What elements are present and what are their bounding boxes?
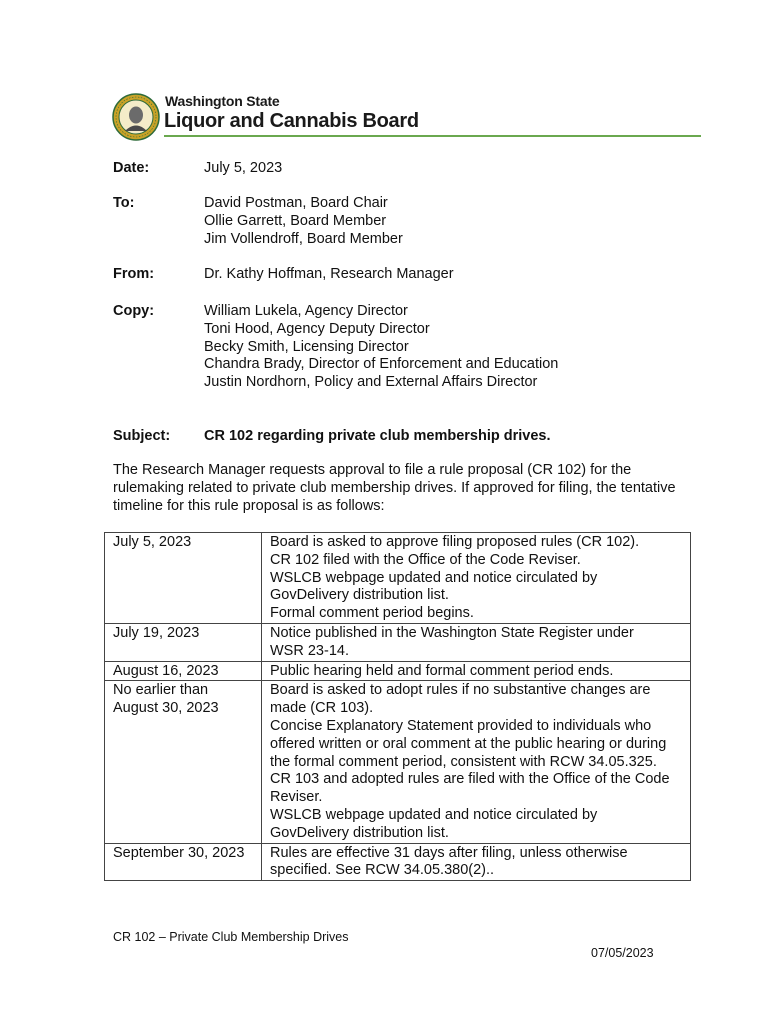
timeline-detail-line: Public hearing held and formal comment period ends.: [270, 662, 614, 679]
timeline-detail-line: Rules are effective 31 days after filing, unless otherwise: [270, 844, 628, 861]
timeline-detail-line: WSLCB webpage updated and notice circulated by: [270, 806, 598, 823]
timeline-detail-line: GovDelivery distribution list.: [270, 824, 449, 841]
timeline-row: [105, 661, 691, 681]
timeline-date: July 19, 2023: [113, 624, 200, 641]
timeline-detail-line: made (CR 103).: [270, 700, 374, 717]
timeline-details-cell: [262, 533, 691, 624]
to-recipients: [204, 195, 403, 248]
org-name-line2: Liquor and Cannabis Board: [164, 110, 419, 132]
recipient: Ollie Garrett, Board Member: [204, 212, 387, 229]
subject-label: Subject:: [113, 428, 171, 444]
state-seal-logo: [112, 93, 160, 141]
intro-line: rulemaking related to private club membership drives. If approved for filing, the tentative: [113, 480, 676, 496]
timeline-details-cell: [262, 843, 691, 881]
letterhead-divider: [164, 135, 701, 137]
timeline-detail-line: Board is asked to adopt rules if no substantive changes are: [270, 682, 651, 699]
timeline-detail-line: offered written or oral comment at the public hearing or during: [270, 735, 667, 752]
copy-recipient: Chandra Brady, Director of Enforcement and Education: [204, 356, 559, 373]
timeline-detail-line: WSLCB webpage updated and notice circulated by: [270, 569, 598, 586]
timeline-detail-line: Formal comment period begins.: [270, 605, 474, 622]
timeline-date-cell: [105, 843, 262, 881]
timeline-row: [105, 623, 691, 661]
timeline-details-cell: [262, 623, 691, 661]
recipient: David Postman, Board Chair: [204, 195, 388, 211]
to-label: To:: [113, 195, 135, 211]
subject-value: CR 102 regarding private club membership drives.: [204, 428, 551, 444]
timeline-detail-line: Notice published in the Washington State Register under: [270, 624, 634, 641]
timeline-detail-line: the formal comment period, consistent with RCW 34.05.325.: [270, 753, 657, 770]
intro-line: timeline for this rule proposal is as follows:: [113, 498, 385, 514]
intro-paragraph: [113, 461, 713, 515]
timeline-date: August 16, 2023: [113, 662, 219, 679]
footer-date: 07/05/2023: [591, 946, 654, 960]
timeline-detail-line: GovDelivery distribution list.: [270, 587, 449, 604]
copy-recipients: [204, 303, 558, 392]
timeline-detail-line: Board is asked to approve filing proposed rules (CR 102).: [270, 534, 640, 550]
from-value: Dr. Kathy Hoffman, Research Manager: [204, 266, 454, 282]
timeline-details-cell: [262, 681, 691, 843]
timeline-detail-line: CR 103 and adopted rules are filed with the Office of the Code: [270, 771, 670, 788]
timeline-row: [105, 843, 691, 881]
timeline-table: [104, 532, 691, 881]
timeline-date-cell: [105, 681, 262, 843]
timeline-detail-line: CR 102 filed with the Office of the Code Reviser.: [270, 551, 581, 568]
timeline-details-cell: [262, 661, 691, 681]
recipient: Jim Vollendroff, Board Member: [204, 230, 403, 247]
timeline-detail-line: WSR 23-14.: [270, 642, 349, 659]
date-value: July 5, 2023: [204, 160, 283, 176]
copy-recipient: William Lukela, Agency Director: [204, 303, 408, 319]
timeline-row: [105, 681, 691, 843]
timeline-date: July 5, 2023: [113, 534, 192, 550]
copy-recipient: Toni Hood, Agency Deputy Director: [204, 320, 430, 337]
date-label: Date:: [113, 160, 150, 176]
footer-title: CR 102 – Private Club Membership Drives: [113, 930, 349, 944]
from-label: From:: [113, 266, 155, 282]
copy-label: Copy:: [113, 303, 155, 319]
timeline-detail-line: Reviser.: [270, 789, 323, 806]
org-name-line1: Washington State: [165, 93, 280, 109]
timeline-date: August 30, 2023: [113, 700, 219, 717]
timeline-detail-line: Concise Explanatory Statement provided to individuals who: [270, 717, 652, 734]
copy-recipient: Justin Nordhorn, Policy and External Affairs Director: [204, 374, 538, 391]
timeline-date: September 30, 2023: [113, 844, 245, 861]
timeline-date-cell: [105, 661, 262, 681]
intro-line: The Research Manager requests approval to file a rule proposal (CR 102) for the: [113, 462, 632, 478]
timeline-date-cell: [105, 533, 262, 624]
timeline-date: No earlier than: [113, 682, 209, 699]
timeline-detail-line: specified. See RCW 34.05.380(2)..: [270, 862, 495, 879]
timeline-row: [105, 533, 691, 624]
copy-recipient: Becky Smith, Licensing Director: [204, 338, 409, 355]
timeline-date-cell: [105, 623, 262, 661]
